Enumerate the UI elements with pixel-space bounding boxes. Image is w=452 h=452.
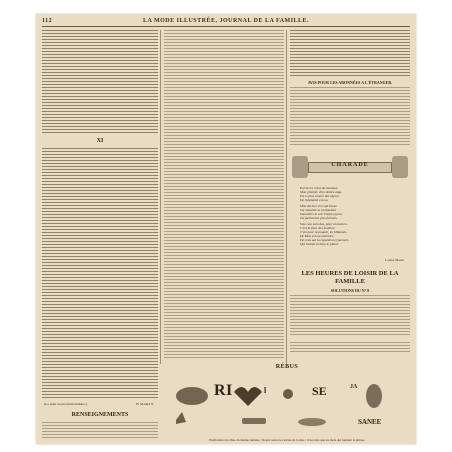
poem-line: Ou facilement plus formels. — [300, 216, 338, 220]
poem-line: Volontiers le soir l'objet joyeux — [300, 212, 343, 216]
basket-drawing — [298, 418, 326, 426]
bird-drawing — [366, 384, 382, 408]
rock-drawing — [176, 387, 208, 405]
poem-line: Sous son sens bas, pour un balcon, — [300, 222, 348, 226]
rebus-title: RÉBUS — [275, 364, 299, 370]
poem-line: C'est pour la poupée, en Milanais, — [300, 230, 347, 234]
poem-line: De Mon est ma mémoire, — [300, 234, 335, 238]
footer-text — [290, 342, 410, 352]
text-block — [290, 30, 410, 76]
header-rule — [42, 26, 410, 27]
poem-line: C'est la fleur des fenêtres; — [300, 226, 336, 230]
column-left — [42, 30, 158, 438]
rebus-letter: l — [264, 386, 267, 395]
renseignements-heading: RENSEIGNEMENTS — [71, 412, 129, 418]
figure-drawing — [176, 412, 186, 424]
ball-drawing — [283, 389, 293, 399]
poem-line: Est le plus sonore des signes — [300, 194, 339, 198]
poem-line: Parmi les coins de musique, — [300, 186, 339, 190]
author-signature: B. MAILLY. — [136, 402, 154, 406]
poem-line: Mon premier, d'un timbre aigu, — [300, 190, 343, 194]
rebus-caption: Explication du rébus du dernier numéro : Rayez toutes les lettres de la liste ; il ne reste que les mots qui forment la phrase. — [209, 438, 365, 442]
section-number: XI — [96, 138, 104, 144]
notice-heading: AVIS POUR LES ABONNÉES A L'ÉTRANGER. — [307, 80, 393, 85]
text-block — [42, 422, 158, 440]
page-number: 112 — [42, 18, 53, 24]
rebus-letter: SANEE — [358, 418, 382, 426]
column-divider — [286, 30, 287, 364]
charade-banner — [290, 154, 410, 180]
newspaper-page — [36, 14, 416, 444]
rebus-illustration — [164, 364, 410, 436]
poem-line: De l'alphabet connu. — [300, 198, 329, 202]
poem-line: De ceux qui la regardent et passent, — [300, 238, 349, 242]
dense-text-block — [164, 30, 284, 360]
ornament-icon — [392, 156, 408, 178]
text-block — [290, 87, 410, 147]
loisir-title: LES HEURES DE LOISIR DE LA FAMILLE — [301, 270, 399, 285]
rebus-drawing — [164, 374, 410, 436]
solutions-heading: SOLUTIONS DU N° 8 — [330, 288, 370, 293]
text-block — [42, 30, 158, 134]
poem-line: Qui trempe et dans le plaisir — [300, 242, 339, 246]
rebus-letter: R — [214, 382, 226, 399]
continuation-caption: (La suite au prochain numéro.) — [44, 402, 88, 406]
rebus-letter: I — [226, 382, 233, 399]
solutions-text — [290, 295, 410, 335]
column-divider — [160, 30, 161, 364]
text-block — [42, 148, 158, 398]
charade-title: CHARADE — [331, 162, 369, 168]
bow-drawing — [234, 387, 262, 406]
poem-line: Mon dernier est capricieux — [300, 204, 337, 208]
boat-drawing — [242, 418, 266, 424]
poem-line: Sur laquelle se confondent — [300, 208, 337, 212]
rebus-letter: JA — [350, 384, 358, 390]
rebus-letter: SE — [312, 384, 327, 398]
charade-poem — [300, 186, 400, 246]
journal-title: LA MODE ILLUSTRÉE, JOURNAL DE LA FAMILLE. — [142, 18, 310, 24]
poem-signature: Louise Morin — [384, 258, 404, 262]
